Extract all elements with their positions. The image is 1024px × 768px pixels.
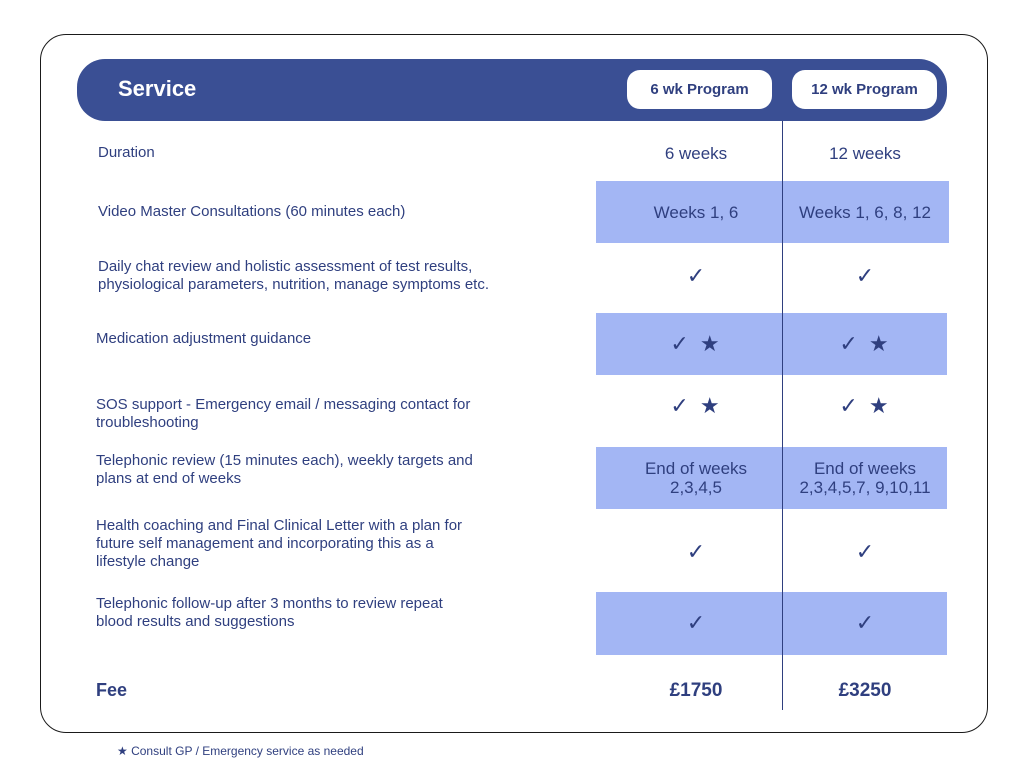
row-label-daily-chat: Daily chat review and holistic assessment of test results, physiological parameters, nutrition, manage symptoms etc. (98, 258, 490, 293)
check-icon: ✓ (686, 539, 706, 565)
cell-6wk-duration: 6 weeks (664, 143, 728, 163)
fee-6wk: £1750 (669, 679, 723, 701)
cell-12wk-duration: 12 weeks (829, 143, 901, 163)
row-label-video: Video Master Consultations (60 minutes each) (98, 203, 406, 220)
check-icon: ✓ (855, 611, 875, 636)
column-header-12wk: 12 wk Program (792, 70, 937, 109)
row-label-sos: SOS support - Emergency email / messaging contact for troubleshooting (96, 396, 471, 431)
check-icon: ✓ (686, 263, 706, 289)
check-icon: ✓ (855, 263, 875, 289)
check-star-icon: ✓ ★ (670, 393, 722, 419)
row-label-health-coaching: Health coaching and Final Clinical Letter with a plan for future self management and incorporating this as a lifestyle change (96, 517, 463, 570)
cell-6wk-video: Weeks 1, 6 (653, 202, 739, 222)
check-icon: ✓ (855, 539, 875, 565)
row-label-duration: Duration (98, 144, 155, 161)
column-header-6wk: 6 wk Program (627, 70, 772, 109)
check-star-icon: ✓ ★ (839, 331, 891, 357)
check-icon: ✓ (686, 611, 706, 636)
cell-6wk-telephonic: End of weeks 2,3,4,5 (644, 459, 748, 497)
cell-12wk-telephonic: End of weeks 2,3,4,5,7, 9,10,11 (799, 459, 931, 497)
row-label-follow-up: Telephonic follow-up after 3 months to review repeat blood results and suggestions (96, 595, 443, 630)
check-star-icon: ✓ ★ (670, 331, 722, 357)
footnote: ★ Consult GP / Emergency service as needed (117, 744, 364, 758)
fee-label: Fee (96, 680, 128, 700)
header-title: Service (118, 76, 197, 101)
check-star-icon: ✓ ★ (839, 393, 891, 419)
row-label-telephonic-review: Telephonic review (15 minutes each), weekly targets and plans at end of weeks (96, 452, 473, 487)
row-label-medication: Medication adjustment guidance (96, 330, 312, 347)
fee-12wk: £3250 (838, 679, 892, 701)
cell-12wk-video: Weeks 1, 6, 8, 12 (799, 202, 931, 222)
